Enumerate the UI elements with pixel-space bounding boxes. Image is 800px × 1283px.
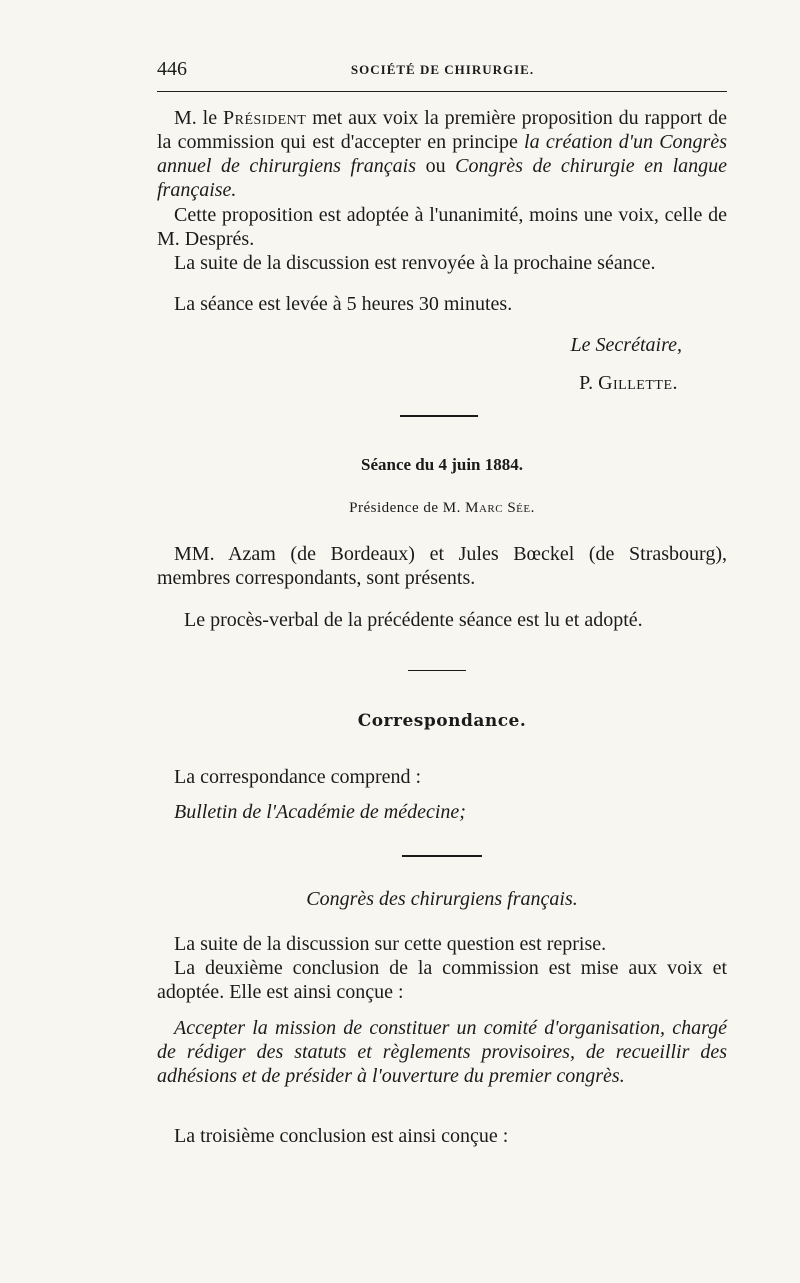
running-title: SOCIÉTÉ DE CHIRURGIE. — [350, 62, 535, 77]
correspondence-item: Bulletin de l'Académie de médecine; — [174, 801, 466, 823]
intro-prefix: M. le — [174, 107, 224, 129]
intro-italic-2: Congrès de chirurgie en langue française. — [157, 155, 728, 201]
signature-initial: P. — [579, 372, 599, 394]
second-conclusion-quote: Accepter la mission de constituer un comité d'organisation, chargé de rédiger des statuts et règlements provisoires, de recueillir des adhésions et de présider à l'ouverture du premier congrès. — [157, 1017, 727, 1087]
session-presidency — [157, 500, 727, 517]
closing-paragraph: La séance est levée à 5 heures 30 minutes. — [174, 293, 513, 315]
postponed-paragraph: La suite de la discussion est renvoyée à la prochaine séance. — [174, 252, 656, 274]
intro-italic-1: la création d'un Congrès annuel de chirurgiens français — [157, 131, 727, 177]
intro-connector: ou — [416, 155, 456, 177]
signature-role: Le Secrétaire, — [570, 334, 682, 356]
second-conclusion-paragraph: La deuxième conclusion de la commission est mise aux voix et adoptée. Elle est ainsi conçue : — [157, 957, 727, 1003]
adopted-paragraph: Cette proposition est adoptée à l'unanimité, moins une voix, celle de M. Després. — [157, 204, 727, 250]
congress-heading: Congrès des chirurgiens français. — [306, 888, 578, 910]
correspondence-heading: Correspondance. — [357, 711, 527, 731]
presidency-name: Marc Sée. — [465, 500, 535, 516]
page-number: 446 — [157, 58, 187, 80]
session-title: Séance du 4 juin 1884. — [361, 455, 523, 474]
president-proposal-paragraph — [157, 106, 727, 202]
correspondence-divider — [408, 670, 466, 671]
minutes-paragraph: Le procès-verbal de la précédente séance est lu et adopté. — [184, 609, 643, 631]
president-title: Président — [223, 107, 307, 129]
presidency-prefix: Présidence de M. — [349, 500, 466, 516]
third-conclusion-paragraph: La troisième conclusion est ainsi conçue : — [174, 1125, 509, 1147]
section-divider — [400, 415, 478, 417]
intro-rest: met aux voix la première proposition du rapport de la commission qui est d'accepter en principe — [157, 107, 728, 153]
attendance-paragraph: MM. Azam (de Bordeaux) et Jules Bœckel (de Strasbourg), membres correspondants, sont présents. — [157, 543, 727, 589]
signature-name — [579, 371, 678, 395]
header-rule — [157, 91, 727, 92]
correspondence-intro: La correspondance comprend : — [174, 766, 422, 788]
congress-divider — [402, 855, 482, 857]
signature-surname: Gillette. — [598, 372, 678, 394]
discussion-resumed-paragraph: La suite de la discussion sur cette question est reprise. — [174, 933, 607, 955]
